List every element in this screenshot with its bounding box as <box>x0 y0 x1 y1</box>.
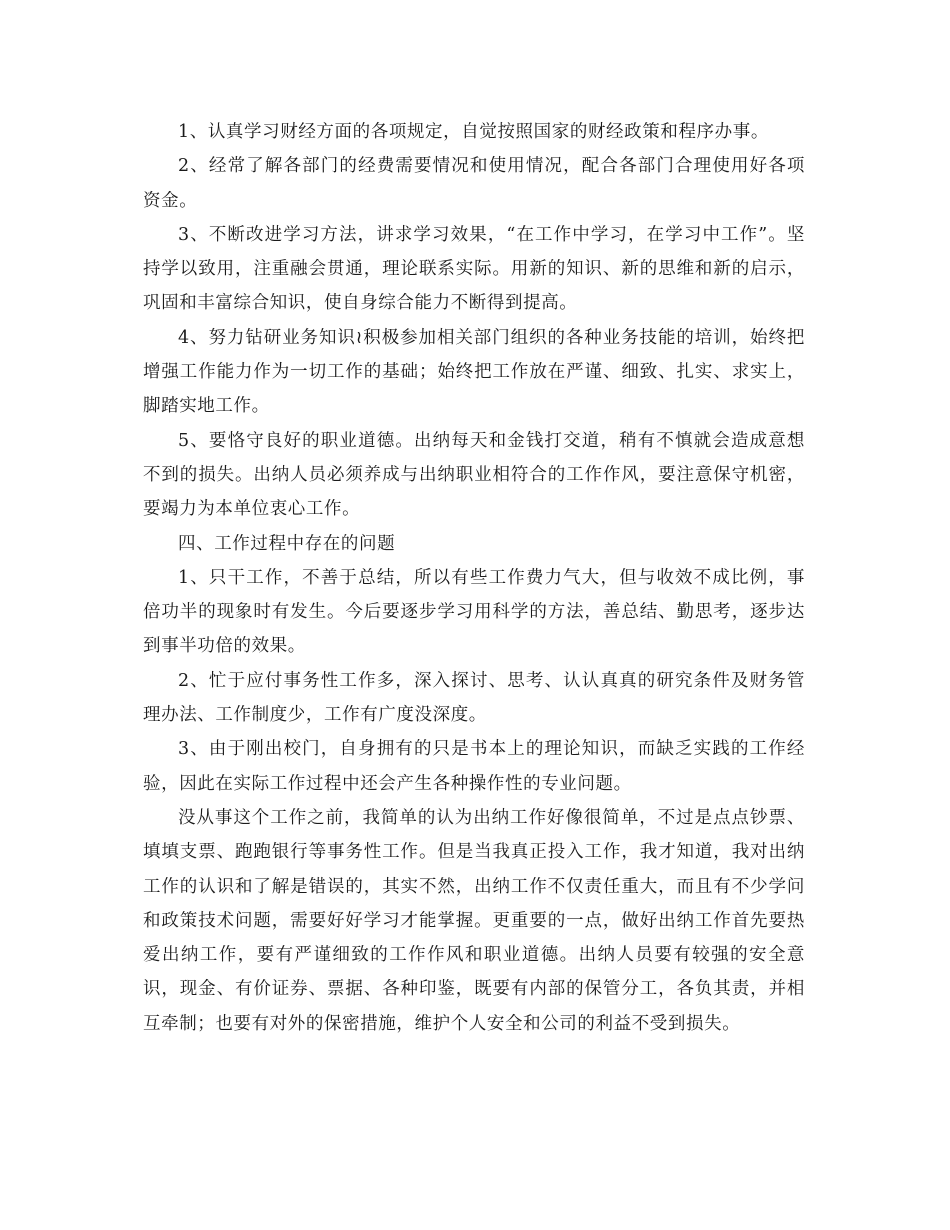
document-body <box>143 115 805 1041</box>
paragraph-item-1: 1、认真学习财经方面的各项规定，自觉按照国家的财经政策和程序办事。 <box>178 122 769 142</box>
paragraph-item-4: 4、努力钻研业务知识≀积极参加相关部门组织的各种业务技能的培训，始终把增强工作能力作为一切工作的基础；始终把工作放在严谨、细致、扎实、求实上，脚踏实地工作。 <box>143 327 805 417</box>
problem-item-3: 3、由于刚出校门，自身拥有的只是书本上的理论知识，而缺乏实践的工作经验，因此在实际工作过程中还会产生各种操作性的专业问题。 <box>143 739 805 794</box>
closing-paragraph: 没从事这个工作之前，我简单的认为出纳工作好像很简单，不过是点点钞票、填填支票、跑跑银行等事务性工作。但是当我真正投入工作，我才知道，我对出纳工作的认识和了解是错误的，其实不然，出纳工作不仅责任重大，而且有不少学问和政策技术问题，需要好好学习才能掌握。更重要的一点，做好出纳工作首先要热爱出纳工作，要有严谨细致的工作作风和职业道德。出纳人员要有较强的安全意识，现金、有价证券、票据、各种印鉴，既要有内部的保管分工，各负其责，并相互牵制；也要有对外的保密措施，维护个人安全和公司的利益不受到损失。 <box>143 807 805 1034</box>
problem-item-1: 1、只干工作，不善于总结，所以有些工作费力气大，但与收效不成比例，事倍功半的现象时有发生。今后要逐步学习用科学的方法，善总结、勤思考，逐步达到事半功倍的效果。 <box>143 567 805 657</box>
paragraph-item-5: 5、要恪守良好的职业道德。出纳每天和金钱打交道，稍有不慎就会造成意想不到的损失。出纳人员必须养成与出纳职业相符合的工作作风，要注意保守机密，要竭力为本单位衷心工作。 <box>143 430 805 520</box>
paragraph-item-2: 2、经常了解各部门的经费需要情况和使用情况，配合各部门合理使用好各项资金。 <box>143 156 805 211</box>
paragraph-item-3: 3、不断改进学习方法，讲求学习效果，“在工作中学习，在学习中工作”。坚持学以致用，注重融会贯通，理论联系实际。用新的知识、新的思维和新的启示，巩固和丰富综合知识，使自身综合能力不断得到提高。 <box>143 224 805 314</box>
problem-item-2: 2、忙于应付事务性工作多，深入探讨、思考、认认真真的研究条件及财务管理办法、工作制度少，工作有广度没深度。 <box>143 670 805 726</box>
section-heading-problems: 四、工作过程中存在的问题 <box>178 533 396 554</box>
